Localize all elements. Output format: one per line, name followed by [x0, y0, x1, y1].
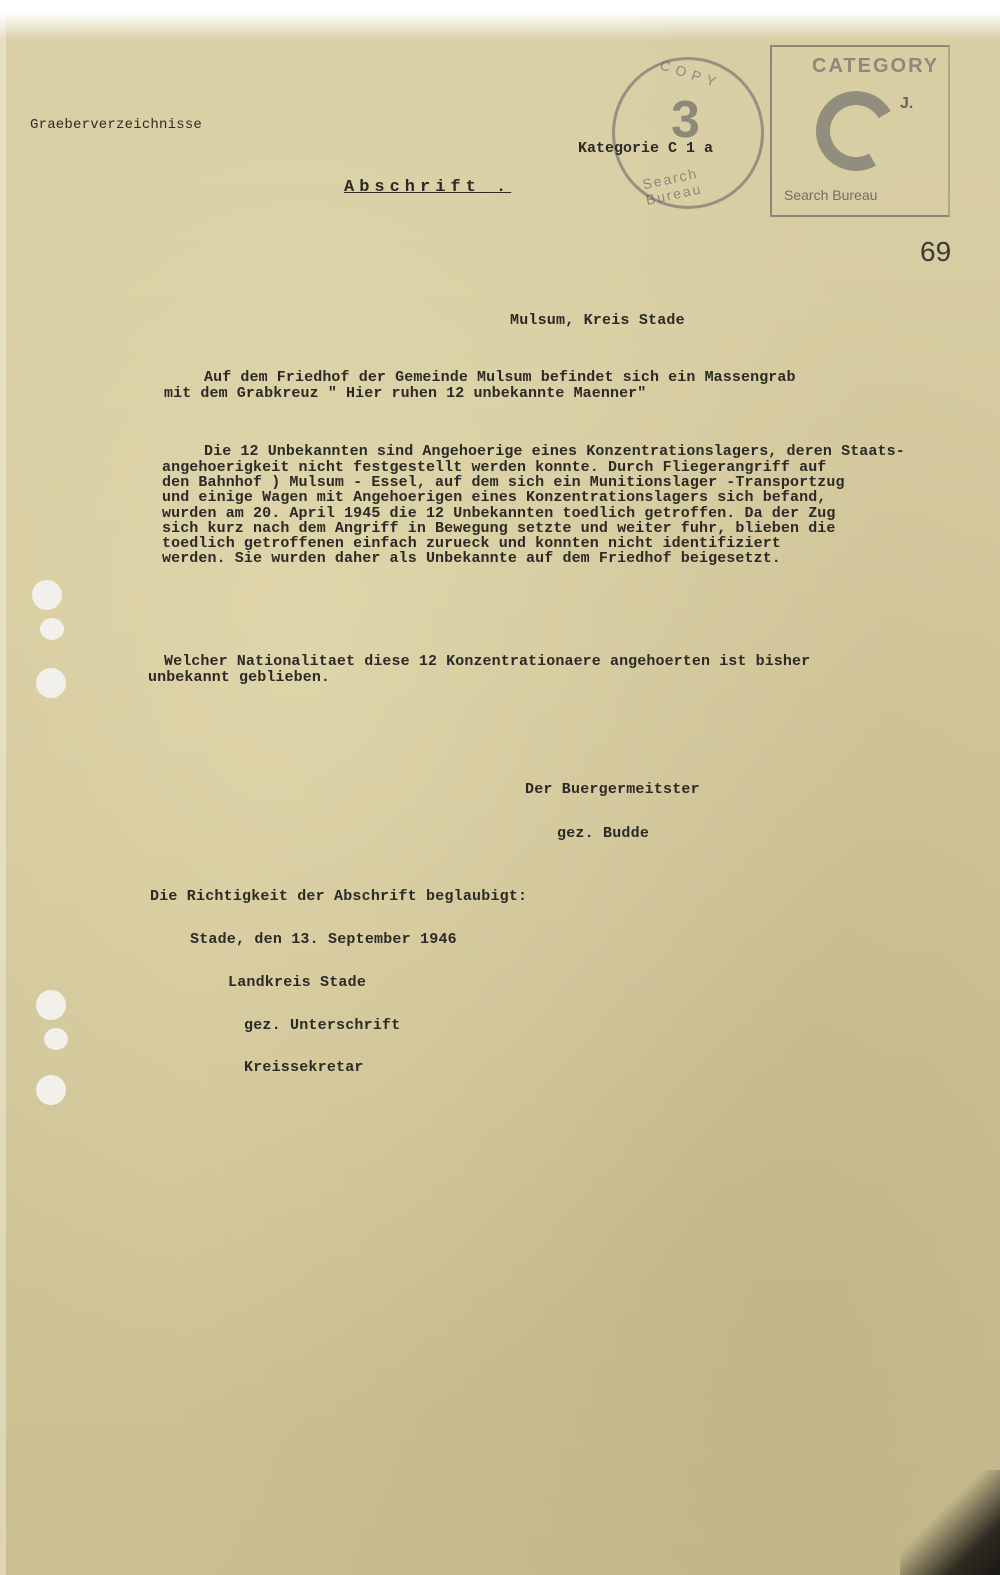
scan-shadow-corner — [900, 1470, 1000, 1575]
header-left-label: Graeberverzeichnisse — [30, 117, 203, 133]
punch-hole — [44, 1028, 68, 1050]
punch-hole — [36, 990, 66, 1020]
paragraph-2-first-line — [204, 444, 905, 459]
paragraph-1-continued — [164, 386, 646, 401]
category-stamp — [770, 45, 950, 217]
paragraph-2 — [162, 460, 845, 566]
certification-statement: Die Richtigkeit der Abschrift beglaubigt: — [150, 888, 528, 905]
location-heading: Mulsum, Kreis Stade — [510, 312, 685, 329]
certification-place-date: Stade, den 13. September 1946 — [190, 931, 457, 948]
paragraph-3-line: Welcher Nationalitaet diese 12 Konzentrationaere angehoerten ist bisher — [164, 653, 811, 670]
certification-office: Landkreis Stade — [228, 974, 367, 991]
paragraph-2-line: sich kurz nach dem Angriff in Bewegung setzte und weiter fuhr, blieben die — [162, 519, 836, 537]
paragraph-1-line: mit dem Grabkreuz " Hier ruhen 12 unbekannte Maenner" — [164, 385, 647, 402]
document-title: Abschrift . — [344, 178, 512, 197]
copy-stamp-top-text: COPY — [658, 56, 724, 92]
paragraph-3 — [164, 654, 810, 669]
punch-hole — [36, 668, 66, 698]
category-stamp-footer: Search Bureau — [784, 187, 878, 203]
paper-top-edge — [0, 0, 1000, 40]
paragraph-3-continued — [148, 670, 330, 685]
paragraph-3-line: unbekannt geblieben. — [148, 669, 331, 686]
paragraph-1-line: Auf dem Friedhof der Gemeinde Mulsum befindet sich ein Massengrab — [204, 369, 796, 386]
punch-hole — [40, 618, 64, 640]
paragraph-2-line: angehoerigkeit nicht festgestellt werden konnte. Durch Fliegerangriff auf — [162, 459, 827, 476]
paragraph-2-line: wurden am 20. April 1945 die 12 Unbekannten toedlich getroffen. Da der Zug — [162, 504, 836, 522]
paragraph-2-line: werden. Sie wurden daher als Unbekannte auf dem Friedhof beigesetzt. — [162, 550, 781, 568]
punch-hole — [36, 1075, 66, 1105]
paragraph-2-line: den Bahnhof ) Mulsum - Essel, auf dem sich ein Munitionslager -Transportzug — [162, 474, 845, 492]
paragraph-2-line: toedlich getroffenen einfach zurueck und konnten nicht identifiziert — [162, 535, 781, 553]
mayor-title: Der Buergermeitster — [525, 781, 700, 798]
punch-hole — [32, 580, 62, 610]
category-stamp-letter-j: J. — [900, 95, 914, 112]
page-number: 69 — [920, 236, 952, 267]
copy-stamp — [612, 57, 764, 209]
paragraph-2-line: und einige Wagen mit Angehoerigen eines Konzentrationslagers sich befand, — [162, 489, 827, 507]
paper-left-edge — [0, 0, 6, 1575]
category-stamp-header: CATEGORY — [812, 55, 940, 77]
certification-title: Kreissekretar — [244, 1059, 364, 1076]
copy-stamp-digit: 3 — [671, 91, 700, 149]
paragraph-1 — [204, 370, 796, 385]
category-stamp-letter-c — [807, 82, 905, 180]
mayor-signature: gez. Budde — [557, 825, 650, 842]
copy-stamp-bottom-text: Search Bureau — [640, 164, 704, 208]
paragraph-2-line: Die 12 Unbekannten sind Angehoerige eines Konzentrationslagers, deren Staats- — [204, 443, 905, 460]
certification-signed: gez. Unterschrift — [244, 1017, 401, 1034]
kategorie-label: Kategorie C 1 a — [578, 140, 714, 157]
